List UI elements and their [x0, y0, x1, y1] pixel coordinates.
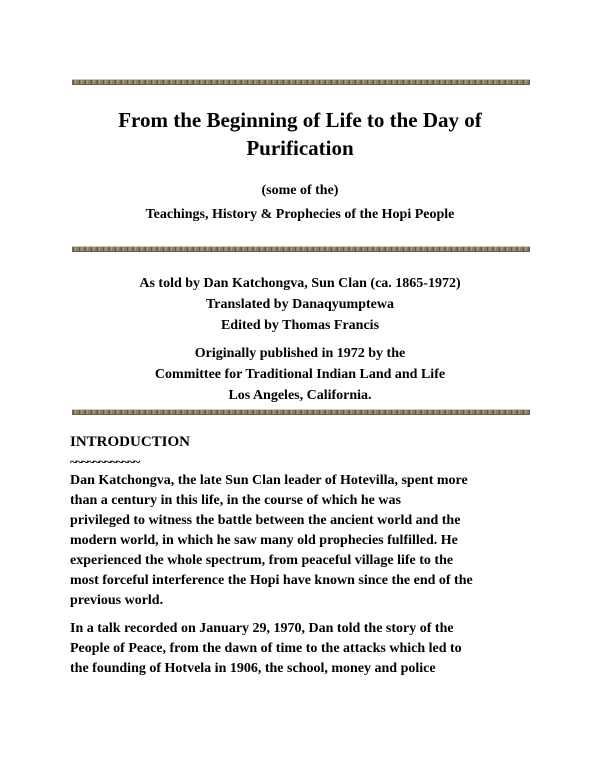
document-title [0, 106, 600, 162]
paragraph-1-line: privileged to witness the battle between the ancient world and the [70, 513, 461, 528]
paragraph-1-line: most forceful interference the Hopi have known since the end of the [70, 573, 473, 588]
credits-block [0, 273, 600, 336]
paragraph-2-line: People of Peace, from the dawn of time to the attacks which led to [70, 641, 462, 656]
credits-divider [72, 409, 530, 415]
paragraph-1-line: experienced the whole spectrum, from peaceful village life to the [70, 553, 454, 568]
document-subtitle [0, 180, 600, 225]
paragraph-1-line: Dan Katchongva, the late Sun Clan leader of Hotevilla, spent more [70, 473, 468, 488]
publication-block [0, 343, 600, 406]
publication-line-2: Committee for Traditional Indian Land and Life [154, 367, 446, 382]
introduction-paragraph-1 [70, 471, 530, 611]
paragraph-1-line: modern world, in which he saw many old prophecies fulfilled. He [70, 533, 458, 548]
introduction-paragraph-2 [70, 619, 530, 679]
publication-line-3: Los Angeles, California. [228, 388, 372, 403]
subtitle-line-2: Teachings, History & Prophecies of the Hopi People [145, 207, 455, 222]
top-divider [72, 79, 530, 85]
subtitle-line-1: (some of the) [261, 183, 339, 198]
credits-line-2: Translated by Danaqyumptewa [206, 297, 394, 312]
introduction-underline: ~~~~~~~~~~~~ [70, 454, 140, 469]
credits-line-1: As told by Dan Katchongva, Sun Clan (ca. 1865-1972) [139, 276, 461, 291]
paragraph-1-line: than a century in this life, in the course of which he was [70, 493, 401, 508]
paragraph-2-line: the founding of Hotvela in 1906, the school, money and police [70, 661, 436, 676]
credits-line-3: Edited by Thomas Francis [220, 318, 380, 333]
title-line-1: From the Beginning of Life to the Day of [118, 108, 482, 132]
paragraph-2-line: In a talk recorded on January 29, 1970, Dan told the story of the [70, 621, 454, 636]
title-line-2: Purification [246, 136, 354, 160]
publication-line-1: Originally published in 1972 by the [194, 346, 406, 361]
introduction-heading: INTRODUCTION [70, 434, 191, 450]
paragraph-1-line: previous world. [70, 593, 164, 608]
subtitle-divider [72, 246, 530, 252]
